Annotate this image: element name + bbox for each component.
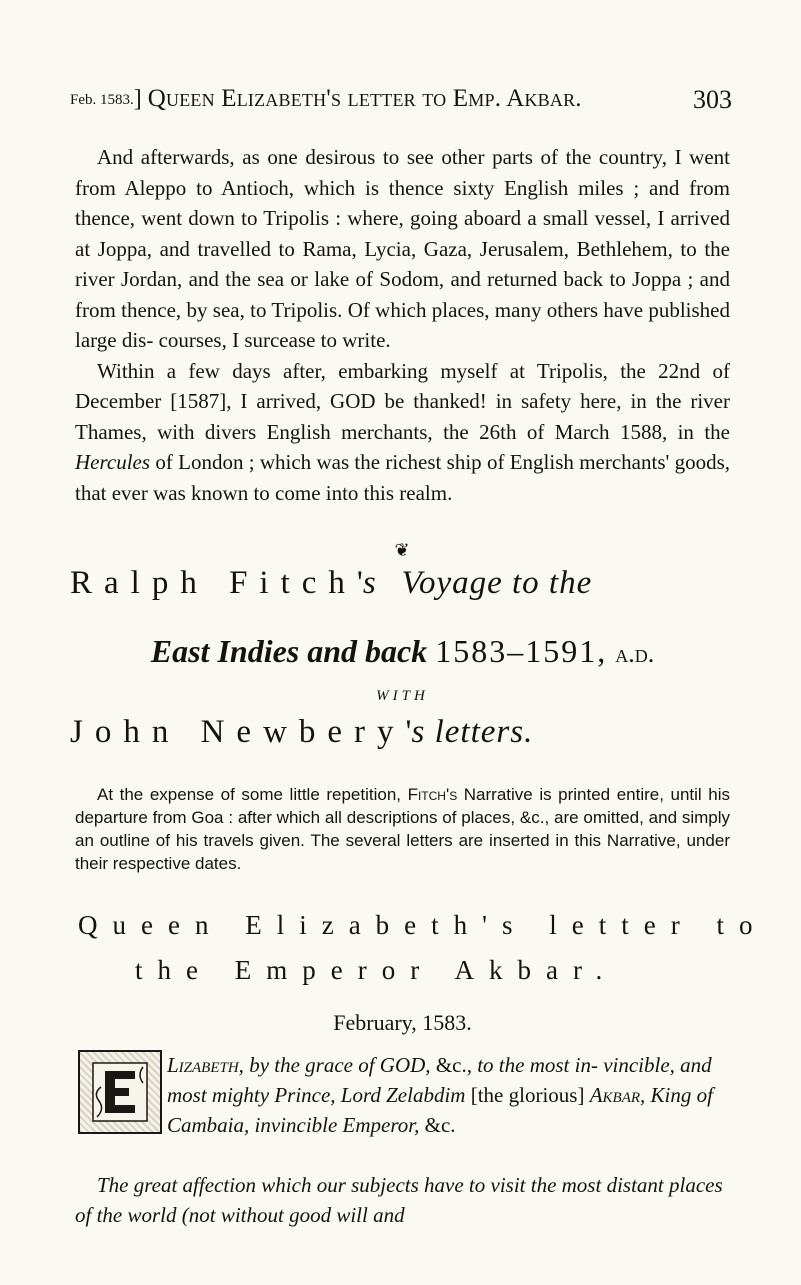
fleuron-ornament-icon: ❦ [394, 540, 410, 560]
paragraph-aleppo: And afterwards, as one desirous to see other parts of the country, I went from Aleppo to Antioch, which is thence sixty English miles ; and from thence, went down to Tripolis : where, going aboard a small vessel, I arrived at Joppa, and travelled to Rama, Lycia, Gaza, Jerusalem, Bethlehem, to the river Jordan, and the sea or lake of Sodom, and returned back to Joppa ; and from thence, by sea, to Tripolis. Of which places, many others have published large dis- courses, I surcease to write. [75, 145, 730, 352]
dropcap-e-glyph [89, 1059, 151, 1125]
intro-after: Narrative is printed entire, until his departure from Goa : after which all descriptions of places, &c., are omitted, and simply an outline of his travels given. The several letters are inserted in this Narrative, under their respective dates. [75, 785, 730, 873]
letter-seg-7: &c. [424, 1113, 456, 1137]
letter-seg-6: , King of Cambaia, invincible Emperor, [167, 1083, 713, 1137]
running-head-title: Queen Elizabeth's letter to Emp. Akbar. [147, 85, 582, 112]
letter-salutation [167, 1050, 730, 1140]
body-text [75, 142, 730, 508]
ship-name: Hercules [75, 450, 151, 474]
paragraph-tripolis-b: of London ; which was the richest ship of English merchants' goods, that ever was known to come into this realm. [75, 450, 730, 505]
newbery-letters: s letters. [411, 714, 534, 750]
paragraph-tripolis [75, 356, 730, 509]
fitch-possessive: s [362, 565, 377, 601]
intro-before: At the expense of some little repetition, [97, 785, 408, 804]
fitch-apostrophe: ' [356, 565, 363, 601]
running-head [70, 85, 732, 125]
intro-note [75, 783, 730, 875]
fitch-title-line-4 [70, 714, 735, 751]
page-number: 303 [693, 85, 732, 114]
intro-name: Fitch's [407, 785, 458, 804]
letter-akbar: Akbar [589, 1083, 641, 1107]
running-head-date: Feb. 1583. [70, 92, 134, 108]
fitch-east-indies: East Indies and back [150, 633, 428, 669]
fitch-title-with: WITH [376, 688, 429, 704]
running-head-bracket: ] [133, 86, 142, 112]
letter-heading-line-2: the Emperor Akbar. [135, 955, 618, 985]
fitch-years: 1583–1591, [435, 633, 608, 669]
letter-seg-2: &c. [435, 1053, 467, 1077]
paragraph-tripolis-a: Within a few days after, embarking myself at Tripolis, the 22nd of December [1587], I arrived, GOD be thanked! in safety here, in the river Thames, with divers English merchants, the 26th of March 1588, in the [75, 358, 730, 444]
fitch-title-line-1 [70, 565, 735, 602]
letter-date: February, 1583. [333, 1010, 472, 1035]
letter-opening-word: Lizabeth, [167, 1053, 244, 1077]
letter-seg-3: , to the most in- vincible, and most mighty Prince, Lord Zelabdim [167, 1053, 712, 1107]
fitch-voyage: Voyage to the [401, 565, 593, 601]
fitch-title-line-2 [70, 633, 735, 670]
letter-seg-4: [the glorious] [470, 1083, 590, 1107]
letter-heading-line-1: Queen Elizabeth's letter to [78, 910, 768, 940]
newbery-apostrophe: ' [405, 714, 412, 750]
fitch-ad: a.d. [615, 639, 655, 668]
dropcap-e-icon [78, 1050, 162, 1134]
newbery-name: John Newbery [70, 714, 406, 750]
letter-continuation: The great affection which our subjects have to visit the most distant places of the world (not without good will and [75, 1173, 723, 1227]
letter-seg-1: by the grace of GOD, [243, 1053, 436, 1077]
fitch-name: Ralph Fitch [70, 565, 357, 601]
